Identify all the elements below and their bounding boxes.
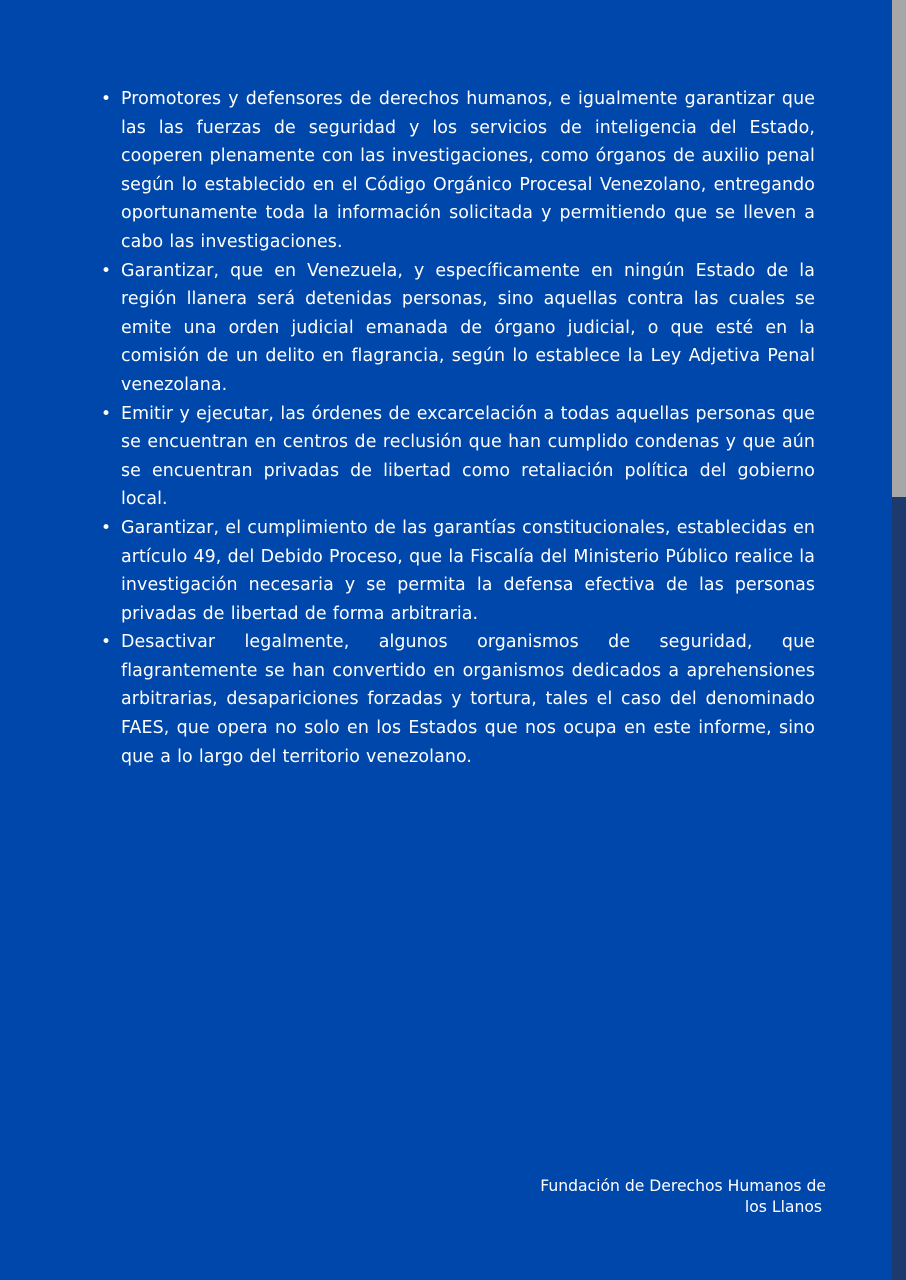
list-item	[101, 400, 815, 514]
recommendation-text: Promotores y defensores de derechos humanos, e igualmente garantizar que las las fuerzas de seguridad y los servicios de inteligencia del Estado, cooperen plenamente con las investigaciones, como órganos de auxilio penal según lo establecido en el Código Orgánico Procesal Venezolano, entregando oportunamente toda la información solicitada y permitiendo que se lleven a cabo las investigaciones.	[121, 89, 815, 252]
bullet-icon: •	[101, 632, 112, 653]
footer-line-2: los Llanos	[744, 1198, 822, 1216]
footer-organization	[506, 1176, 826, 1218]
bullet-icon: •	[101, 260, 112, 281]
scrollbar-thumb[interactable]	[892, 0, 906, 497]
list-item	[101, 85, 815, 257]
bullet-icon: •	[101, 89, 112, 109]
recommendation-text: Desactivar legalmente, algunos organismos de seguridad, que flagrantemente se han convertido en organismos dedicados a aprehensiones arbitrarias, desapariciones forzadas y tortura, tales el caso del denominado FAES, que opera no solo en los Estados que nos ocupa en este informe, sino que a lo largo del territorio venezolano.	[121, 632, 815, 767]
list-item	[101, 257, 815, 400]
recommendation-text: Garantizar, el cumplimiento de las garantías constitucionales, establecidas en artículo 49, del Debido Proceso, que la Fiscalía del Ministerio Público realice la investigación necesaria y se permita la defensa efectiva de las personas privadas de libertad de forma arbitraria.	[121, 517, 815, 624]
recommendation-text: Garantizar, que en Venezuela, y específicamente en ningún Estado de la región llanera será detenidas personas, sino aquellas contra las cuales se emite una orden judicial emanada de órgano judicial, o que esté en la comisión de un delito en flagrancia, según lo establece la Ley Adjetiva Penal venezolana.	[121, 260, 815, 395]
bullet-icon: •	[101, 517, 112, 538]
footer-line-1: Fundación de Derechos Humanos de	[540, 1177, 826, 1195]
bullet-icon: •	[101, 403, 112, 424]
recommendation-text: Emitir y ejecutar, las órdenes de excarcelación a todas aquellas personas que se encuentran en centros de reclusión que han cumplido condenas y que aún se encuentran privadas de libertad como retaliación política del gobierno local.	[121, 403, 815, 510]
recommendations-list	[101, 85, 815, 771]
vertical-scrollbar[interactable]	[892, 0, 906, 1280]
list-item	[101, 628, 815, 771]
list-item	[101, 514, 815, 628]
